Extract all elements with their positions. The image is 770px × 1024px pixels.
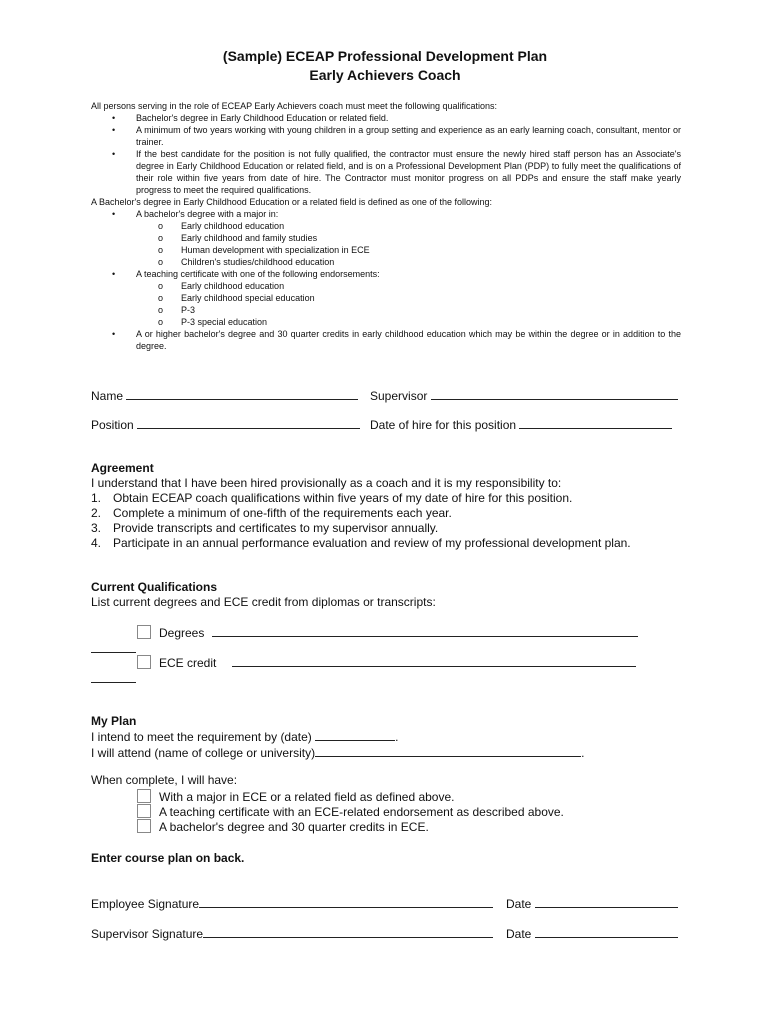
list-item: • A bachelor's degree with a major in:: [112, 209, 279, 219]
agreement-lead: I understand that I have been hired provisionally as a coach and it is my responsibility to:: [91, 476, 562, 490]
attend-row: I will attend (name of college or university) .: [91, 746, 585, 760]
hire-date-label: Date of hire for this position: [370, 418, 517, 432]
supervisor-signature-field: [91, 926, 493, 941]
list-item: • A minimum of two years working with young children in a group setting and experience as an early learning coach, consultant, mentor or trainer.: [112, 125, 681, 147]
list-item: 4. Participate in an annual performance evaluation and review of my professional development plan.: [91, 536, 631, 550]
position-input-line[interactable]: [137, 417, 360, 429]
option-checkbox[interactable]: [137, 804, 151, 818]
degrees-row: [137, 625, 638, 640]
plan-heading: My Plan: [91, 714, 137, 728]
employee-signature-line[interactable]: [199, 896, 493, 908]
supervisor-date-line[interactable]: [535, 926, 678, 938]
option-checkbox[interactable]: [137, 819, 151, 833]
option-row: A teaching certificate with an ECE-related endorsement as described above.: [137, 804, 564, 819]
qualifications-lead: List current degrees and ECE credit from diplomas or transcripts:: [91, 595, 436, 609]
list-item: o P-3 special education: [158, 317, 268, 327]
degrees-checkbox[interactable]: [137, 625, 151, 639]
hire-date-input-line[interactable]: [519, 417, 672, 429]
position-field: [91, 417, 360, 432]
page-title: (Sample) ECEAP Professional Development Plan: [222, 48, 548, 64]
employee-signature-label: Employee Signature: [91, 897, 200, 911]
plan-section: [91, 714, 681, 761]
list-item: • Bachelor's degree in Early Childhood Education or related field.: [112, 113, 389, 123]
list-item: 1. Obtain ECEAP coach qualifications within five years of my date of hire for this position.: [91, 491, 573, 505]
employee-date-field: [506, 896, 678, 911]
qualifications-heading: Current Qualifications: [91, 580, 218, 594]
list-item: 3. Provide transcripts and certificates to my supervisor annually.: [91, 521, 439, 535]
list-item: o Human development with specialization in ECE: [158, 245, 370, 255]
list-item: • A or higher bachelor's degree and 30 quarter credits in early childhood education which may be within the degree or in addition to the degree.: [112, 329, 681, 351]
employee-date-line[interactable]: [535, 896, 678, 908]
list-item: o Early childhood education: [158, 221, 285, 231]
list-item: o Early childhood and family studies: [158, 233, 318, 243]
list-item: o Early childhood special education: [158, 293, 315, 303]
position-label: Position: [91, 418, 134, 432]
supervisor-date-field: [506, 926, 678, 941]
supervisor-date-label: Date: [506, 927, 532, 941]
ece-credit-continuation-line[interactable]: [91, 682, 136, 683]
list-item: • A teaching certificate with one of the following endorsements:: [112, 269, 380, 279]
ece-credit-checkbox[interactable]: [137, 655, 151, 669]
degrees-continuation-line[interactable]: [91, 652, 136, 653]
ece-credit-row: [137, 655, 636, 670]
option-checkbox[interactable]: [137, 789, 151, 803]
definition-list: [91, 208, 681, 352]
hire-date-field: [370, 417, 672, 432]
supervisor-signature-label: Supervisor Signature: [91, 927, 204, 941]
ece-credit-input-line[interactable]: [232, 655, 636, 667]
option-row: A bachelor's degree and 30 quarter credits in ECE.: [137, 819, 429, 834]
list-item: 2. Complete a minimum of one-fifth of the requirements each year.: [91, 506, 452, 520]
intro-lead: All persons serving in the role of ECEAP Early Achievers coach must meet the following qualifications:: [91, 101, 498, 111]
supervisor-field: [370, 388, 678, 403]
college-input-line[interactable]: [315, 745, 581, 757]
employee-date-label: Date: [506, 897, 532, 911]
supervisor-signature-line[interactable]: [203, 926, 493, 938]
list-item: o P-3: [158, 305, 196, 315]
requirements-list: [91, 112, 681, 196]
when-complete-text: When complete, I will have:: [91, 773, 238, 787]
employee-signature-field: [91, 896, 493, 911]
option-row: With a major in ECE or a related field as defined above.: [137, 789, 455, 804]
intend-date-input-line[interactable]: [315, 729, 395, 741]
list-item: • If the best candidate for the position is not fully qualified, the contractor must ensure the newly hired staff person has an Associate's degree in Early Childhood Education or related field, and is on a Professional Development Plan (PDP) to fully meet the qualifications of their role within five years from date of hire. The Contractor must monitor progress on all PDPs and ensure the staff make yearly progress to meet the required qualifications.: [112, 149, 681, 195]
qualifications-intro: [91, 100, 681, 352]
intend-label: I intend to meet the requirement by (date): [91, 730, 312, 744]
supervisor-input-line[interactable]: [431, 388, 678, 400]
name-field: [91, 388, 358, 403]
degrees-label: Degrees: [159, 626, 205, 640]
page-subtitle: Early Achievers Coach: [309, 67, 461, 83]
list-item: o Children's studies/childhood education: [158, 257, 335, 267]
agreement-heading: Agreement: [91, 461, 154, 475]
degrees-input-line[interactable]: [212, 625, 638, 637]
name-input-line[interactable]: [126, 388, 358, 400]
definition-lead: A Bachelor's degree in Early Childhood Education or a related field is defined as one of the following:: [91, 197, 492, 207]
list-item: o Early childhood education: [158, 281, 285, 291]
ece-credit-label: ECE credit: [159, 656, 217, 670]
intend-row: I intend to meet the requirement by (date) .: [91, 730, 399, 744]
course-plan-note: Enter course plan on back.: [91, 851, 245, 865]
attend-label: I will attend (name of college or university): [91, 746, 316, 760]
agreement-section: [91, 461, 681, 551]
name-label: Name: [91, 389, 124, 403]
qualifications-section: [91, 580, 681, 610]
agreement-list: [91, 491, 681, 551]
supervisor-label: Supervisor: [370, 389, 428, 403]
